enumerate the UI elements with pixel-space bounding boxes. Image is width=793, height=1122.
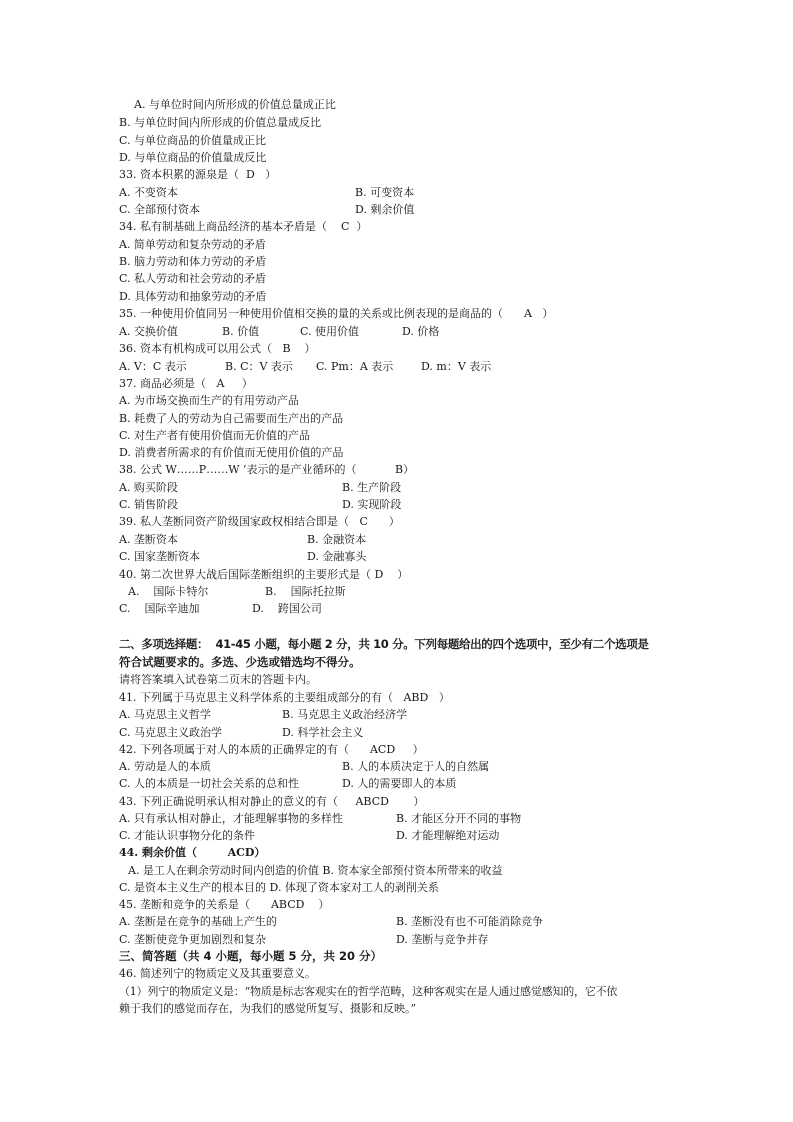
q39-option-b: B. 金融资本 xyxy=(307,533,367,546)
q39-option-c: C. 国家垄断资本 xyxy=(119,550,201,563)
q33-option-a: A. 不变资本 xyxy=(119,186,178,199)
q45-stem: 45. 垄断和竞争的关系是（ ABCD ） xyxy=(119,898,330,911)
q40-option-c: C. 国际辛迪加 xyxy=(119,602,200,615)
q43-option-b: B. 才能区分开不同的事物 xyxy=(396,812,522,825)
q46-answer-line2: 赖于我们的感觉而存在，为我们的感觉所复写、摄影和反映。” xyxy=(119,1002,417,1015)
q43-option-a: A. 只有承认相对静止，才能理解事物的多样性 xyxy=(119,812,343,825)
q43-stem: 43. 下列正确说明承认相对静止的意义的有（ ABCD ） xyxy=(119,795,425,808)
q45-option-d: D. 垄断与竞争并存 xyxy=(396,933,489,946)
q39-option-a: A. 垄断资本 xyxy=(119,533,178,546)
q33-stem: 33. 资本积累的源泉是（ D ） xyxy=(119,168,277,181)
section2-header-line1: 二、多项选择题： 41-45 小题，每小题 2 分，共 10 分。下列每题给出的四个选项中，至少有二个选项是 xyxy=(119,637,649,651)
section2-note: 请将答案填入试卷第二页末的答题卡内。 xyxy=(119,673,317,686)
q43-option-d: D. 才能理解绝对运动 xyxy=(396,829,500,842)
section2-header-line2: 符合试题要求的。多选、少选或错选均不得分。 xyxy=(119,655,361,669)
q41-option-a: A. 马克思主义哲学 xyxy=(119,708,211,721)
q36-option-a: A. V：C 表示 xyxy=(119,360,187,373)
q41-option-c: C. 马克思主义政治学 xyxy=(119,726,223,739)
q42-option-b: B. 人的本质决定于人的自然属 xyxy=(342,760,490,773)
q37-option-b: B. 耗费了人的劳动为自己需要而生产出的产品 xyxy=(119,412,344,425)
q36-option-c: C. Pm：A 表示 xyxy=(316,360,394,373)
q40-stem: 40. 第二次世界大战后国际垄断组织的主要形式是（ D ） xyxy=(119,568,409,581)
q39-stem: 39. 私人垄断同资产阶级国家政权相结合即是（ C ） xyxy=(119,515,400,528)
q33-option-b: B. 可变资本 xyxy=(355,186,415,199)
q32-option-a: A. 与单位时间内所形成的价值总量成正比 xyxy=(134,98,336,111)
q42-option-c: C. 人的本质是一切社会关系的总和性 xyxy=(119,777,300,790)
q40-option-b: B. 国际托拉斯 xyxy=(265,585,346,598)
q38-option-a: A. 购买阶段 xyxy=(119,481,178,494)
section3-header: 三、简答题（共 4 小题，每小题 5 分，共 20 分） xyxy=(119,949,383,963)
q32-option-b: B. 与单位时间内所形成的价值总量成反比 xyxy=(119,116,322,129)
q35-option-b: B. 价值 xyxy=(222,325,260,338)
q34-stem: 34. 私有制基础上商品经济的基本矛盾是（ C ） xyxy=(119,220,368,233)
q43-option-c: C. 才能认识事物分化的条件 xyxy=(119,829,256,842)
q38-option-c: C. 销售阶段 xyxy=(119,498,179,511)
q46-stem: 46. 简述列宁的物质定义及其重要意义。 xyxy=(119,967,316,980)
q35-option-a: A. 交换价值 xyxy=(119,325,178,338)
q35-option-d: D. 价格 xyxy=(402,325,440,338)
q44-options-cd: C. 是资本主义生产的根本目的 D. 体现了资本家对工人的剥削关系 xyxy=(119,881,439,894)
q34-option-b: B. 脑力劳动和体力劳动的矛盾 xyxy=(119,255,267,268)
q37-stem: 37. 商品必须是（ A ） xyxy=(119,377,253,390)
q45-option-b: B. 垄断没有也不可能消除竞争 xyxy=(396,915,544,928)
q32-option-d: D. 与单位商品的价值量成反比 xyxy=(119,151,267,164)
q42-option-d: D. 人的需要即人的本质 xyxy=(342,777,457,790)
q35-option-c: C. 使用价值 xyxy=(300,325,360,338)
q44-options-ab: A. 是工人在剩余劳动时间内创造的价值 B. 资本家全部预付资本所带来的收益 xyxy=(128,864,503,877)
q40-option-d: D. 跨国公司 xyxy=(252,602,322,615)
q44-stem: 44. 剩余价值（ ACD） xyxy=(119,846,266,859)
q34-option-c: C. 私人劳动和社会劳动的矛盾 xyxy=(119,272,267,285)
q38-option-b: B. 生产阶段 xyxy=(342,481,402,494)
q37-option-a: A. 为市场交换而生产的有用劳动产品 xyxy=(119,394,299,407)
q46-answer-line1: （1）列宁的物质定义是：“物质是标志客观实在的哲学范畴，这种客观实在是人通过感觉感知的，它不依 xyxy=(119,985,618,998)
q37-option-c: C. 对生产者有使用价值而无价值的产品 xyxy=(119,429,311,442)
q36-option-b: B. C：V 表示 xyxy=(225,360,293,373)
q45-option-c: C. 垄断使竞争更加剧烈和复杂 xyxy=(119,933,267,946)
q33-option-c: C. 全部预付资本 xyxy=(119,203,201,216)
q36-stem: 36. 资本有机构成可以用公式（ B ） xyxy=(119,342,316,355)
q32-option-c: C. 与单位商品的价值量成正比 xyxy=(119,134,267,147)
q41-stem: 41. 下列属于马克思主义科学体系的主要组成部分的有（ ABD ） xyxy=(119,691,450,704)
q36-option-d: D. m：V 表示 xyxy=(421,360,492,373)
q35-stem: 35. 一种使用价值同另一种使用价值相交换的量的关系或比例表现的是商品的（ A ） xyxy=(119,307,554,320)
q41-option-d: D. 科学社会主义 xyxy=(282,726,364,739)
q42-option-a: A. 劳动是人的本质 xyxy=(119,760,211,773)
q38-option-d: D. 实现阶段 xyxy=(342,498,402,511)
q34-option-a: A. 简单劳动和复杂劳动的矛盾 xyxy=(119,238,266,251)
q37-option-d: D. 消费者所需求的有价值而无使用价值的产品 xyxy=(119,446,344,459)
q33-option-d: D. 剩余价值 xyxy=(355,203,415,216)
q41-option-b: B. 马克思主义政治经济学 xyxy=(282,708,408,721)
q42-stem: 42. 下列各项属于对人的本质的正确界定的有（ ACD ） xyxy=(119,743,424,756)
q34-option-d: D. 具体劳动和抽象劳动的矛盾 xyxy=(119,290,267,303)
q40-option-a: A. 国际卡特尔 xyxy=(128,585,209,598)
q39-option-d: D. 金融寡头 xyxy=(307,550,367,563)
q38-stem: 38. 公式 W……P……W ’表示的是产业循环的（ B） xyxy=(119,463,415,476)
q45-option-a: A. 垄断是在竞争的基础上产生的 xyxy=(119,915,277,928)
